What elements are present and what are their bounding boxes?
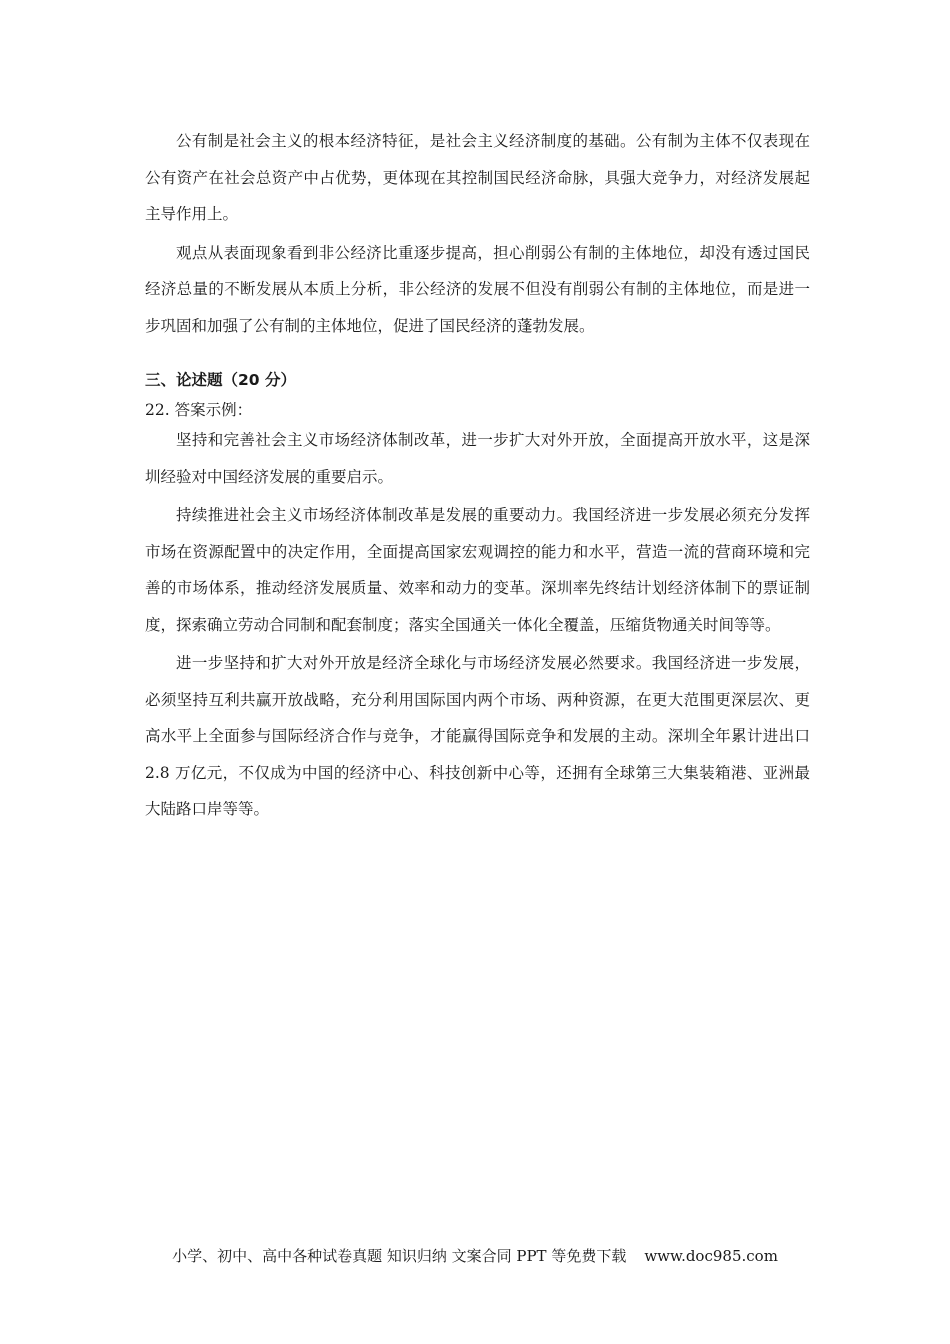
footer-site-link[interactable]: www.doc985.com xyxy=(644,1247,778,1265)
question-label: 22. 答案示例： xyxy=(145,401,253,419)
paragraph: 公有制是社会主义的根本经济特征，是社会主义经济制度的基础。公有制为主体不仅表现在公有资产在社会总资产中占优势，更体现在其控制国民经济命脉，具强大竞争力，对经济发展起主导作用上。 xyxy=(145,132,810,223)
paragraph: 持续推进社会主义市场经济体制改革是发展的重要动力。我国经济进一步发展必须充分发挥市场在资源配置中的决定作用，全面提高国家宏观调控的能力和水平，营造一流的营商环境和完善的市场体系，推动经济发展质量、效率和动力的变革。深圳率先终结计划经济体制下的票证制度，探索确立劳动合同制和配套制度；落实全国通关一体化全覆盖，压缩货物通关时间等等。 xyxy=(145,506,810,634)
paragraph: 观点从表面现象看到非公经济比重逐步提高，担心削弱公有制的主体地位，却没有透过国民经济总量的不断发展从本质上分析，非公经济的发展不但没有削弱公有制的主体地位，而是进一步巩固和加强了公有制的主体地位，促进了国民经济的蓬勃发展。 xyxy=(145,243,810,335)
footer-text: 小学、初中、高中各种试卷真题 知识归纳 文案合同 PPT 等免费下载 xyxy=(172,1247,627,1265)
document-body xyxy=(145,123,810,828)
paragraph: 坚持和完善社会主义市场经济体制改革，进一步扩大对外开放，全面提高开放水平，这是深圳经验对中国经济发展的重要启示。 xyxy=(145,431,810,486)
paragraph: 进一步坚持和扩大对外开放是经济全球化与市场经济发展必然要求。我国经济进一步发展，必须坚持互利共赢开放战略，充分利用国际国内两个市场、两种资源，在更大范围更深层次、更高水平上全面参与国际经济合作与竞争，才能赢得国际竞争和发展的主动。深圳全年累计进出口 2.8 万亿元，不仅成为中国的经济中心、科技创新中心等，还拥有全球第三大集装箱港、亚洲最大陆路口岸等等。 xyxy=(145,654,810,818)
page-footer xyxy=(0,1246,950,1266)
section-heading: 三、论述题（20 分） xyxy=(145,371,296,389)
